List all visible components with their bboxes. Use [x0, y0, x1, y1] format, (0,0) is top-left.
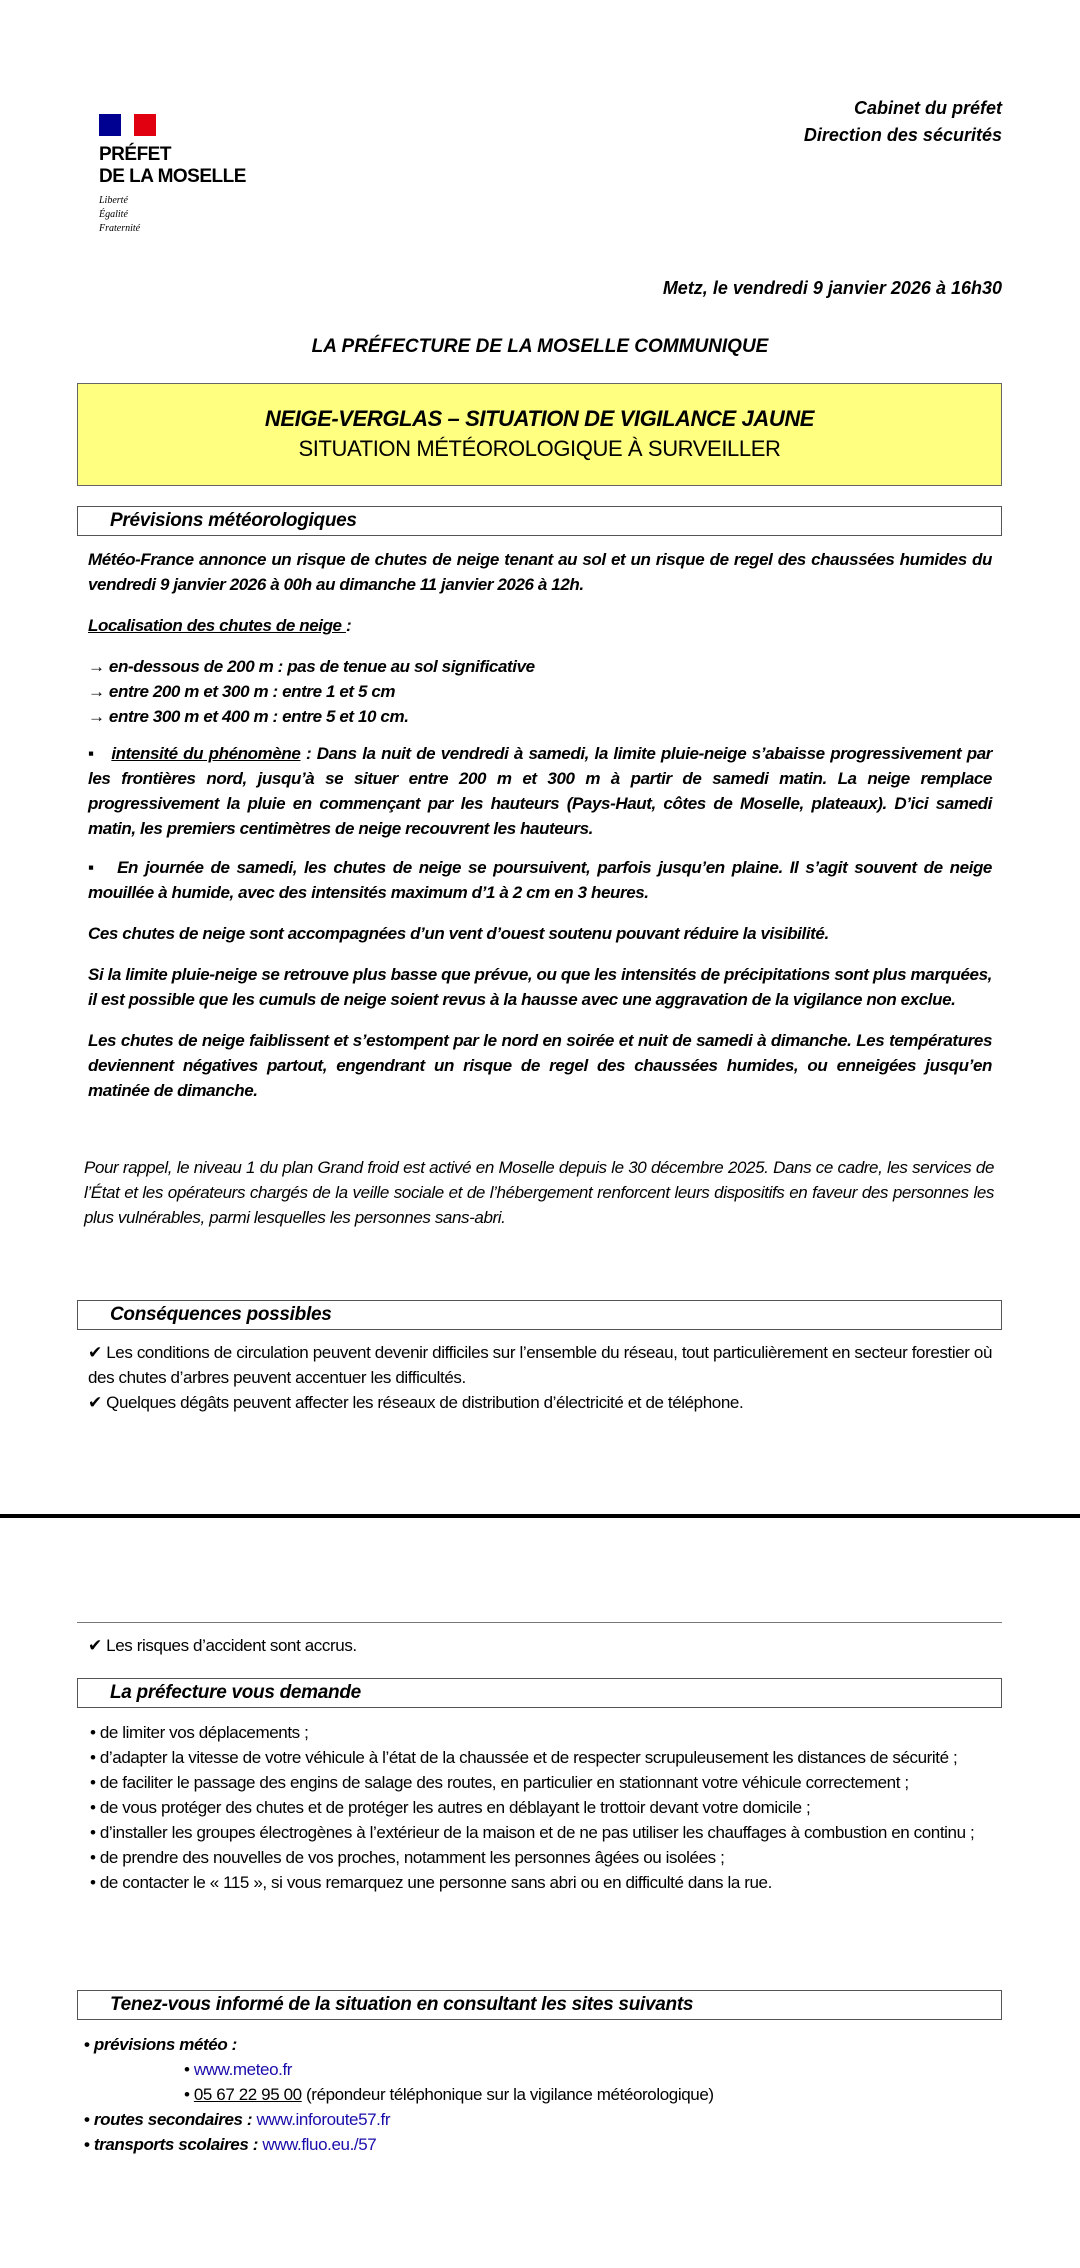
localisation-item: → entre 200 m et 300 m : entre 1 et 5 cm [88, 682, 396, 701]
fin-paragraph: Les chutes de neige faiblissent et s’estompent par le nord en soirée et nuit de samedi à dimanche. Les températures deviennent négatives partout, engendrant un risque de regel des chaussées humides, ou enneigées jusqu’en matinée de dimanche. [88, 1031, 992, 1100]
section-consequences: Conséquences possibles [77, 1300, 1002, 1330]
previsions-body [88, 547, 992, 1117]
phone-number[interactable]: 05 67 22 95 00 [193, 2085, 302, 2104]
consequence-item: ✔ Quelques dégâts peuvent affecter les réseaux de distribution d’électricité et de téléphone. [88, 1393, 744, 1412]
info-transports: • transports scolaires : www.fluo.eu./57 [84, 2135, 377, 2154]
consequence-item: ✔ Les risques d’accident sont accrus. [88, 1636, 357, 1655]
logo-title: PRÉFET DE LA MOSELLE [99, 144, 246, 187]
fluo-link[interactable]: www.fluo.eu./57 [262, 2135, 377, 2154]
vent-paragraph: Ces chutes de neige sont accompagnées d’un vent d’ouest soutenu pouvant réduire la visibilité. [88, 924, 829, 943]
previsions-intro: Météo-France annonce un risque de chutes de neige tenant au sol et un risque de regel des chaussées humides du vendredi 9 janvier 2026 à 00h au dimanche 11 janvier 2026 à 12h. [88, 550, 992, 594]
section-previsions: Prévisions météorologiques [77, 506, 1002, 536]
consequence-item: ✔ Les conditions de circulation peuvent devenir difficiles sur l’ensemble du réseau, tout particulièrement en secteur forestier où des chutes d’arbres peuvent accentuer les difficultés. [88, 1343, 993, 1387]
meteo-link[interactable]: www.meteo.fr [193, 2060, 293, 2079]
marianne-flag-icon [99, 114, 156, 136]
page-break [0, 1514, 1080, 1518]
localisation-heading: Localisation des chutes de neige : [88, 616, 352, 635]
divider [77, 1622, 1002, 1623]
demande-item: • de prendre des nouvelles de vos proches, notamment les personnes âgées ou isolées ; [90, 1848, 725, 1867]
journee-paragraph: ▪ En journée de samedi, les chutes de neige se poursuivent, parfois jusqu’en plaine. Il s’agit souvent de neige mouillée à humide, avec des intensités maximum d’1 à 2 cm en 3 heures. [88, 858, 992, 902]
motto: Liberté Égalité Fraternité [99, 195, 141, 234]
demande-item: • de contacter le « 115 », si vous remarquez une personne sans abri ou en difficulté dans la rue. [90, 1873, 772, 1892]
demande-item: • d’installer les groupes électrogènes à l’extérieur de la maison et de ne pas utiliser les chauffages à combustion en continu ; [90, 1823, 975, 1842]
demande-item: • de limiter vos déplacements ; [90, 1723, 309, 1742]
demande-item: • d’adapter la vitesse de votre véhicule à l’état de la chaussée et de respecter scrupuleusement les distances de sécurité ; [90, 1748, 958, 1767]
date-line: Metz, le vendredi 9 janvier 2026 à 16h30 [662, 278, 1002, 298]
limite-paragraph: Si la limite pluie-neige se retrouve plus basse que prévue, ou que les intensités de précipitations sont plus marquées, il est possible que les cumuls de neige soient revus à la hausse avec une aggravation de la vigilance non exclue. [88, 965, 992, 1009]
rappel-paragraph: Pour rappel, le niveau 1 du plan Grand froid est activé en Moselle depuis le 30 décembre 2025. Dans ce cadre, les services de l’État et les opérateurs chargés de la veille sociale et de l’hébergement renforcent leurs dispositifs en faveur des personnes les plus vulnérables, parmi lesquelles les personnes sans-abri. [84, 1158, 994, 1227]
service-header: Cabinet du préfet Direction des sécurités [803, 98, 1002, 145]
inforoute-link[interactable]: www.inforoute57.fr [256, 2110, 391, 2129]
section-info: Tenez-vous informé de la situation en consultant les sites suivants [77, 1990, 1002, 2020]
consequences-list [88, 1340, 992, 1415]
alert-subtitle: SITUATION MÉTÉOROLOGIQUE À SURVEILLER [298, 436, 781, 461]
info-meteo: • prévisions météo : [84, 2035, 237, 2054]
demande-item: • de vous protéger des chutes et de protéger les autres en déblayant le trottoir devant votre domicile ; [90, 1798, 811, 1817]
info-meteo-link-item: • www.meteo.fr [184, 2060, 293, 2079]
info-routes: • routes secondaires : www.inforoute57.fr [84, 2110, 391, 2129]
section-demande: La préfecture vous demande [77, 1678, 1002, 1708]
logo [99, 114, 246, 236]
localisation-item: → en-dessous de 200 m : pas de tenue au sol significative [88, 657, 535, 676]
intensite-paragraph: ▪ intensité du phénomène : Dans la nuit de vendredi à samedi, la limite pluie-neige s’abaisse progressivement par les frontières nord, jusqu’à se situer entre 200 m et 300 m à partir de samedi matin. La neige remplace progressivement la pluie en commençant par les hauteurs (Pays-Haut, côtes de Moselle, plateaux). D’ici samedi matin, les premiers centimètres de neige recouvrent les hauteurs. [88, 744, 992, 838]
demande-item: • de faciliter le passage des engins de salage des routes, en particulier en stationnant votre véhicule correctement ; [90, 1773, 909, 1792]
info-phone-item: • 05 67 22 95 00 (répondeur téléphonique sur la vigilance météorologique) [184, 2085, 714, 2104]
alert-title: NEIGE-VERGLAS – SITUATION DE VIGILANCE JAUNE [264, 406, 815, 431]
info-list [84, 2032, 714, 2157]
alert-banner [77, 383, 1002, 486]
communique-heading: LA PRÉFECTURE DE LA MOSELLE COMMUNIQUE [311, 336, 769, 357]
demande-list [90, 1720, 994, 1895]
localisation-item: → entre 300 m et 400 m : entre 5 et 10 cm. [88, 707, 409, 726]
